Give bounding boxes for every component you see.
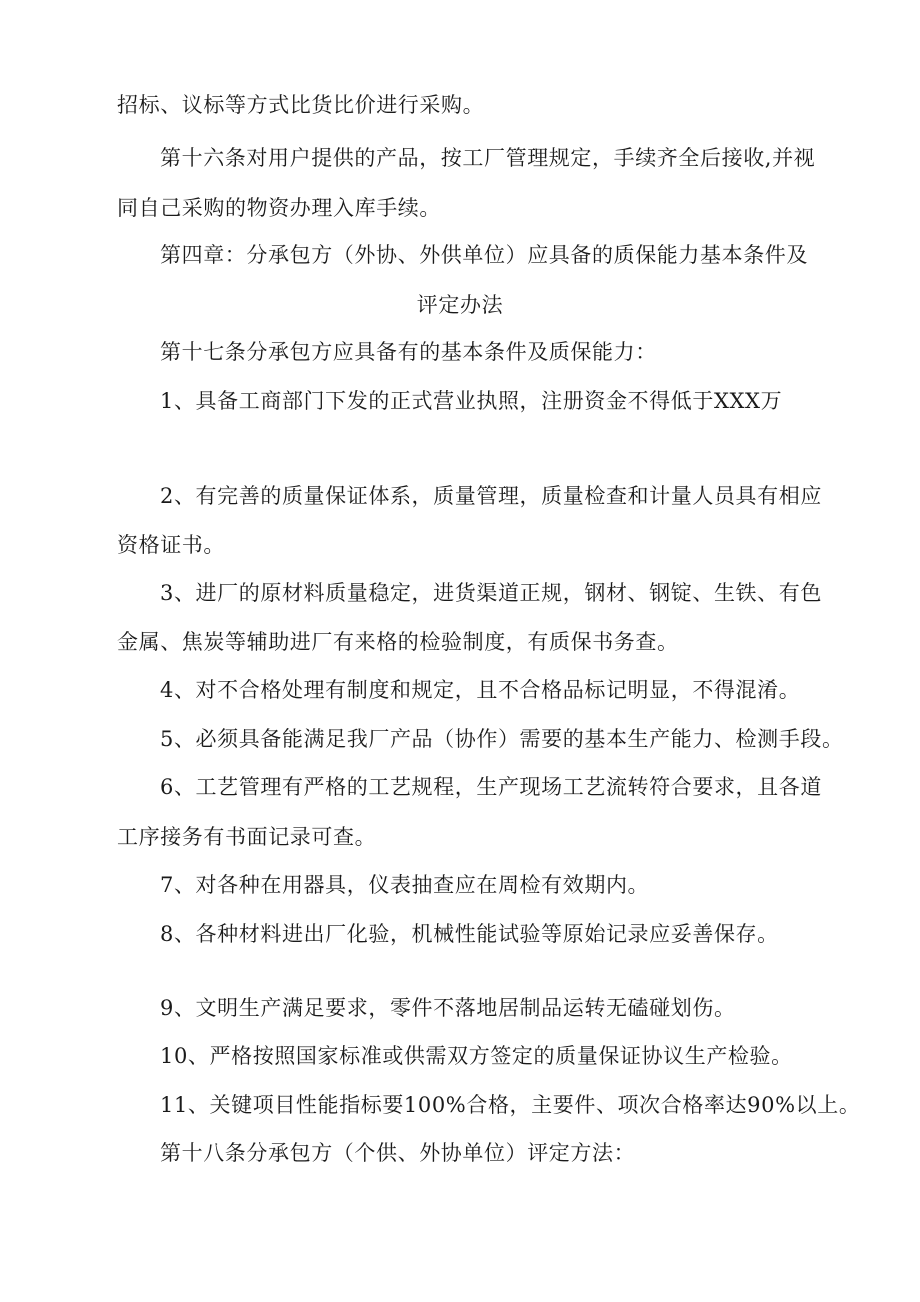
text-line: 招标、议标等方式比货比价进行采购。 — [117, 93, 485, 117]
item-4: 4、对不合格处理有制度和规定，且不合格品标记明显，不得混淆。 — [160, 678, 801, 702]
chapter-4-heading-cont: 评定办法 — [416, 293, 504, 317]
item-3-line-1: 3、进厂的原材料质量稳定，进货渠道正规，钢材、钢锭、生铁、有色 — [160, 581, 822, 605]
item-2-line-2: 资格证书。 — [117, 533, 225, 557]
item-7: 7、对各种在用器具，仪表抽查应在周检有效期内。 — [160, 873, 650, 897]
article-16-line-2: 同自己采购的物资办理入库手续。 — [117, 196, 441, 220]
item-11: 11、关键项目性能指标要100%合格，主要件、项次合格率达90%以上。 — [160, 1093, 861, 1117]
chapter-4-heading: 第四章：分承包方（外协、外供单位）应具备的质保能力基本条件及 — [160, 243, 808, 267]
article-17-line: 第十七条分承包方应具备有的基本条件及质保能力： — [160, 340, 657, 364]
item-5: 5、必须具备能满足我厂产品（协作）需要的基本生产能力、检测手段。 — [160, 727, 844, 751]
item-10: 10、严格按照国家标准或供需双方签定的质量保证协议生产检验。 — [160, 1044, 793, 1068]
item-8: 8、各种材料进出厂化验，机械性能试验等原始记录应妥善保存。 — [160, 922, 779, 946]
item-6-line-2: 工序接务有书面记录可查。 — [117, 825, 377, 849]
item-6-line-1: 6、工艺管理有严格的工艺规程，生产现场工艺流转符合要求，且各道 — [160, 775, 822, 799]
article-16-line-1: 第十六条对用户提供的产品，按工厂管理规定，手续齐全后接收,并视 — [160, 146, 816, 170]
item-3-line-2: 金属、焦炭等辅助进厂有来格的检验制度，有质保书务查。 — [117, 630, 679, 654]
item-1: 1、具备工商部门下发的正式营业执照，注册资金不得低于XXX万 — [160, 389, 783, 413]
item-2-line-1: 2、有完善的质量保证体系，质量管理，质量检查和计量人员具有相应 — [160, 484, 822, 508]
article-18-line: 第十八条分承包方（个供、外协单位）评定方法： — [160, 1141, 636, 1165]
item-9: 9、文明生产满足要求，零件不落地居制品运转无磕碰划伤。 — [160, 996, 736, 1020]
